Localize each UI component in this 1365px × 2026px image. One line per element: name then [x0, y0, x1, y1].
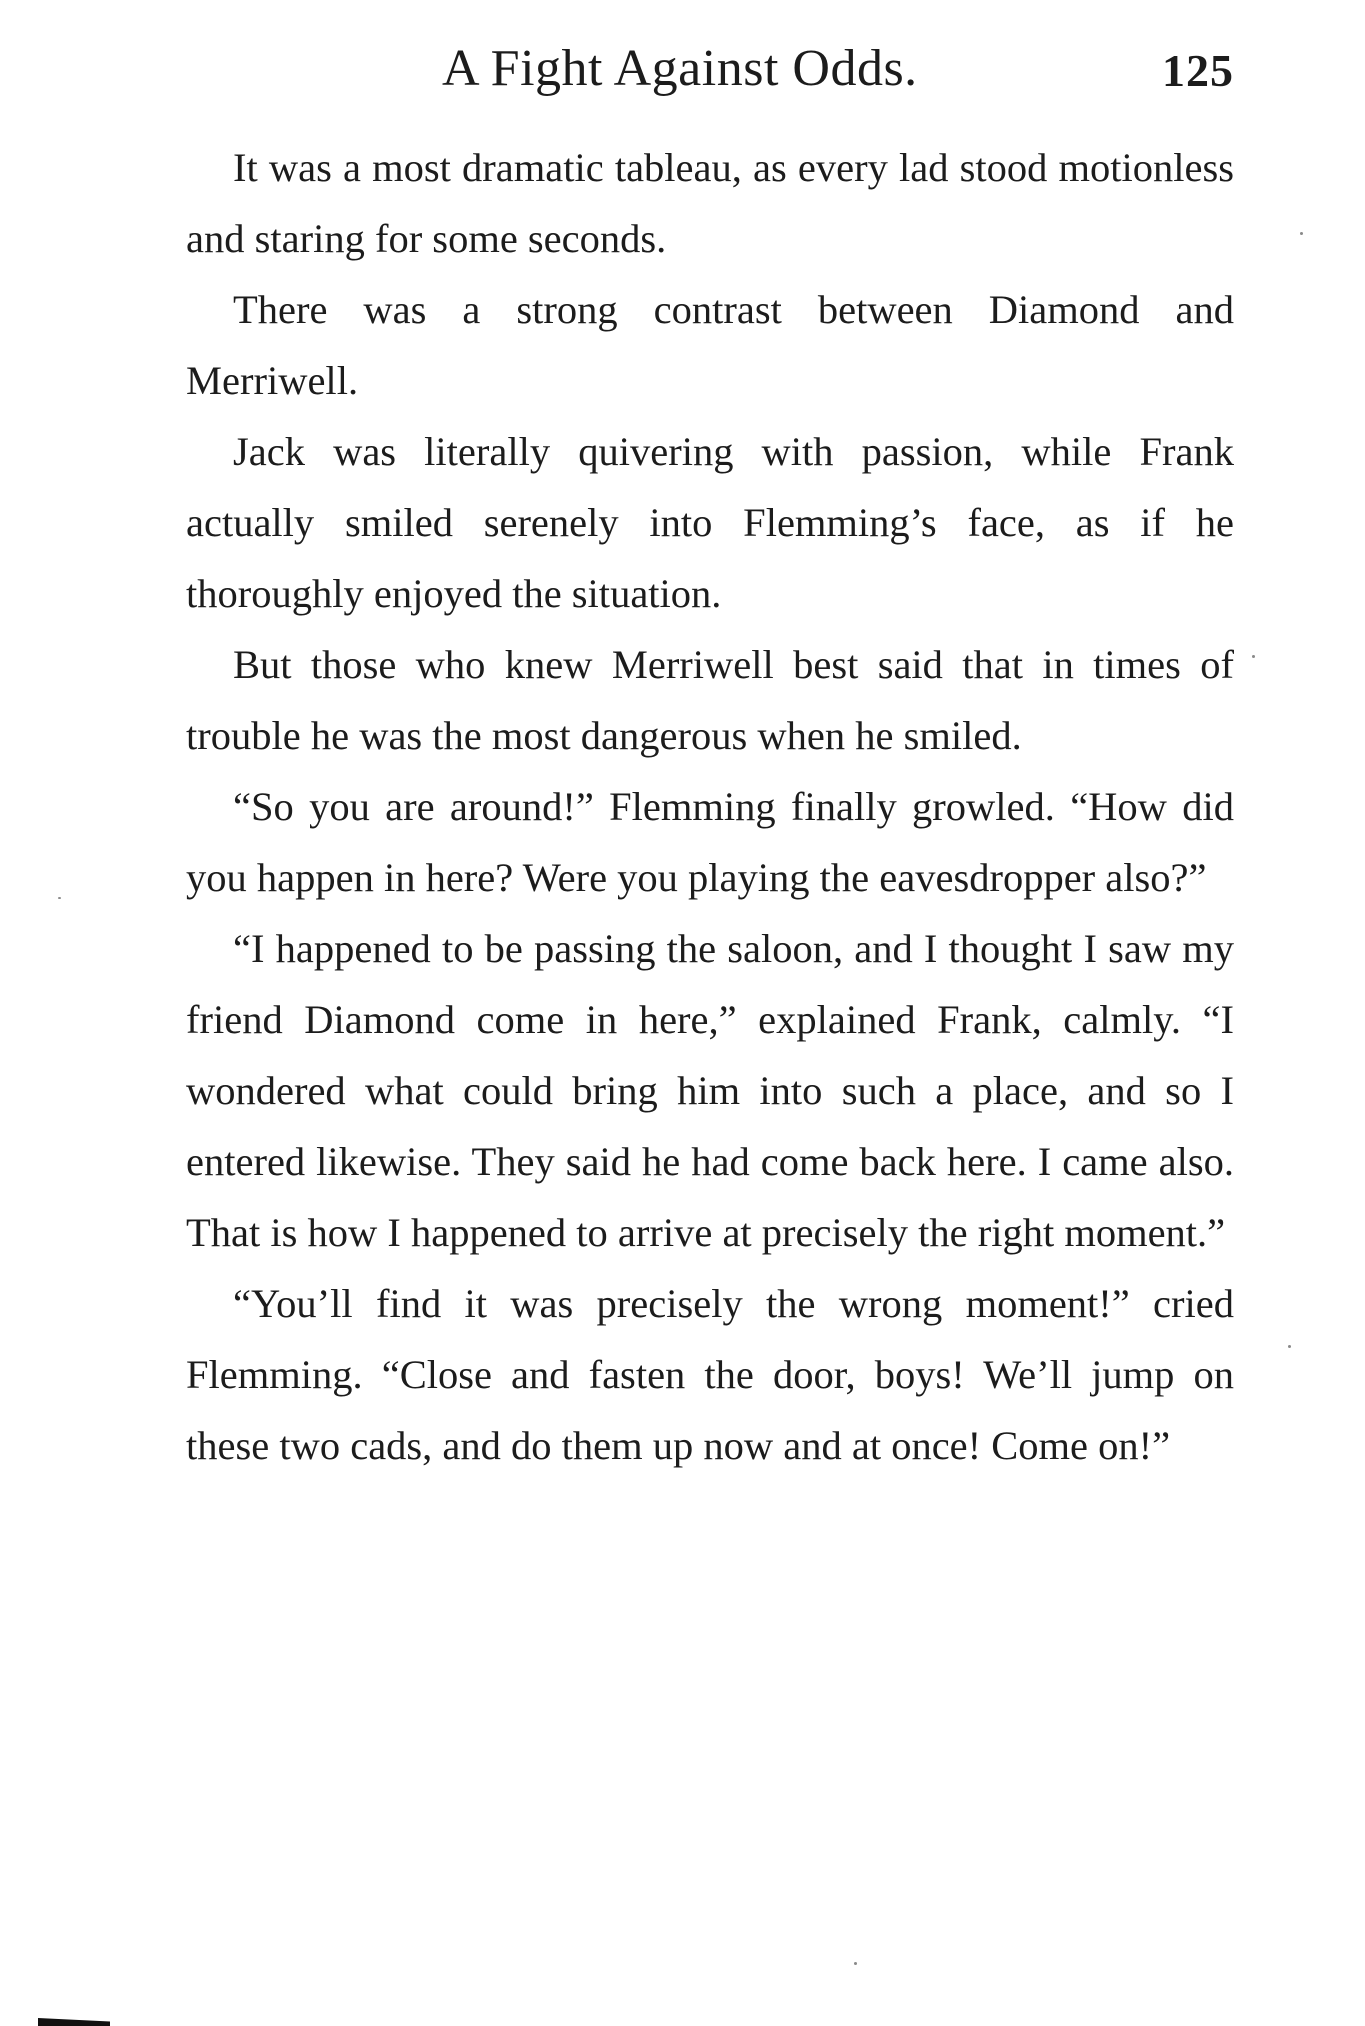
running-head: [186, 34, 1234, 104]
paragraph: It was a most dramatic tableau, as every lad stood motionless and staring for some seconds.: [186, 145, 1234, 261]
paragraph: “You’ll find it was precisely the wrong moment!” cried Flemming. “Close and fasten the door, boys! We’ll jump on these two cads, and do them up now and at once! Come on!”: [186, 1281, 1234, 1468]
paragraph: There was a strong contrast between Diamond and Merriwell.: [186, 287, 1234, 403]
page-number: 125: [1162, 45, 1234, 96]
paragraph: “So you are around!” Flemming finally growled. “How did you happen in here? Were you playing the eavesdropper also?”: [186, 784, 1234, 900]
paragraph: But those who knew Merriwell best said that in times of trouble he was the most dangerous when he smiled.: [186, 642, 1234, 758]
running-title: A Fight Against Odds.: [442, 40, 918, 97]
paragraph: Jack was literally quivering with passion, while Frank actually smiled serenely into Flemming’s face, as if he thoroughly enjoyed the situation.: [186, 429, 1234, 616]
body-text: [186, 132, 1234, 1481]
paragraph: “I happened to be passing the saloon, and I thought I saw my friend Diamond come in here,” explained Frank, calmly. “I wondered what could bring him into such a place, and so I entered likewise. They said he had come back here. I came also. That is how I happened to arrive at precisely the right moment.”: [186, 926, 1234, 1255]
scan-edge-mark: [38, 2016, 110, 2026]
